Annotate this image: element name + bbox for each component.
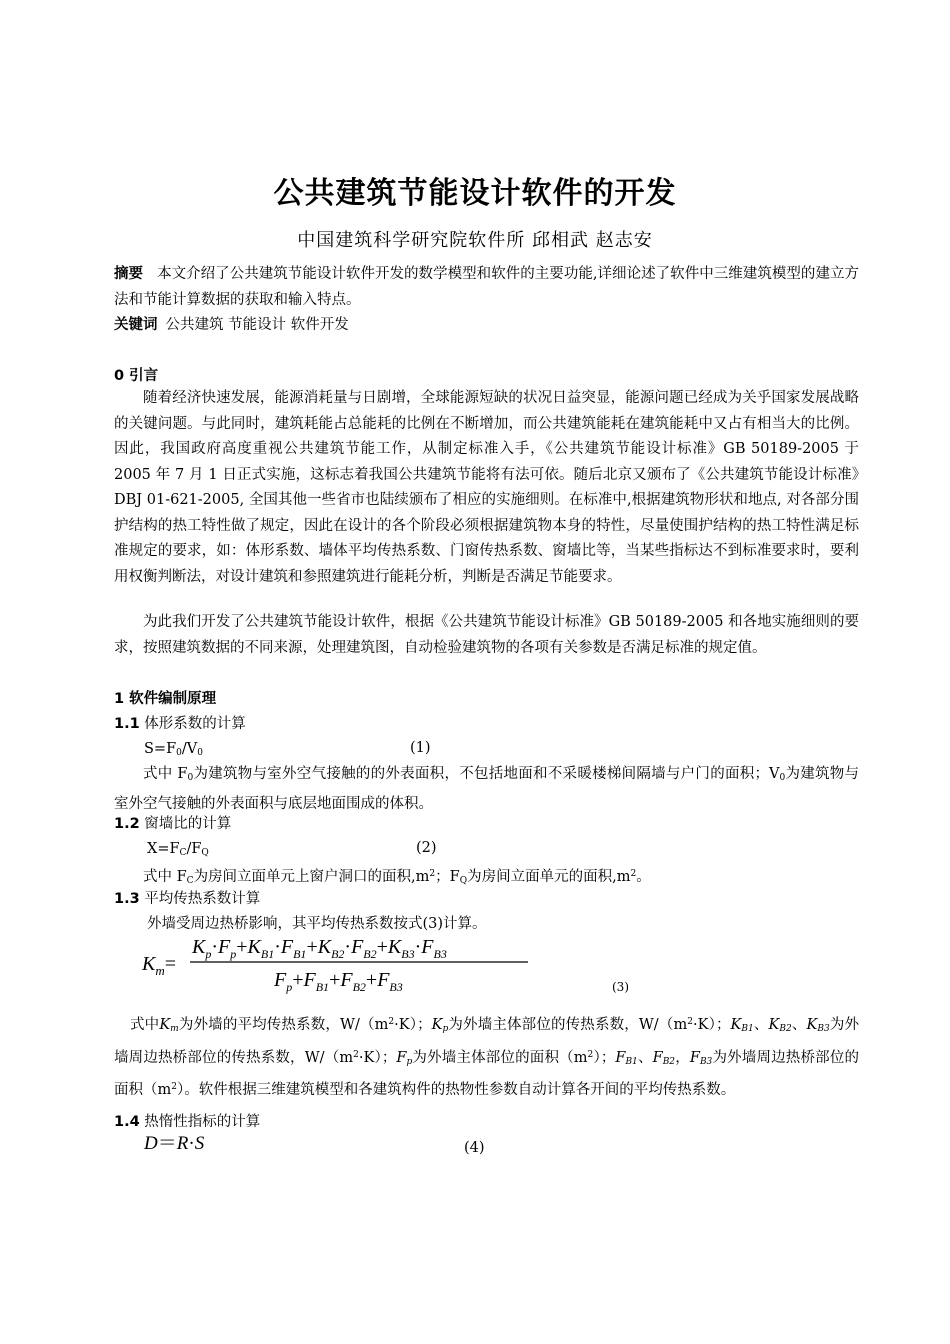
subsection-1-2-description: 式中 $F_C$为房间立面单元上窗户洞口的面积$,m^2$；$F_Q$为房间立面单元的面积$,m^2$。 [143, 869, 651, 886]
keywords [114, 313, 859, 339]
equation-4-number: (4) [464, 1140, 485, 1156]
keywords-label: 关键词 [114, 317, 158, 333]
subsection-1-3-description: 式中$K_m$为外墙的平均传热系数，$W/(m^2\cdot K)$；$K_p$为外墙主体部位的传热系数，$W/(m^2\cdot K)$；$K_{B1}$、$K_{B2}$、$K_{B3}$为外墙周边热桥部位的传热系数，$W/(m^2\cdot K)$；$F_p$为外墙主体部位的面积$(m^2)$；$F_{B1}$、$F_{B2}$，$F_{B3}$为外墙周边热桥部位的面积$(m^2)$。软件根据三维建筑模型和各建筑构件的热物性参数自动计算各开间的平均传热系数。 [114, 1017, 859, 1098]
svg-text:Km=: $K_m=$ [142, 953, 177, 978]
section-0-heading: 0 引言 [114, 368, 159, 384]
keywords-text: 公共建筑 节能设计 软件开发 [165, 317, 349, 333]
equation-3-number: (3) [612, 980, 629, 994]
subsection-1-2-heading: 1.2 窗墙比的计算 [114, 816, 232, 832]
equation-2: $X=F_C/F_Q$ [147, 841, 209, 858]
subsection-1-4-heading: 1.4 热惰性指标的计算 [114, 1114, 261, 1130]
equation-3 [140, 930, 540, 1000]
paper-authors: 中国建筑科学研究院软件所 邱相武 赵志安 [297, 230, 653, 251]
subsection-1-1-description: 式中 $F_0$为建筑物与室外空气接触的的外表面积，不包括地面和不采暖楼梯间隔墙与户门的面积；$V_0$为建筑物与室外空气接触的外表面积与底层地面围成的体积。 [114, 766, 860, 812]
abstract-label: 摘要 [114, 266, 144, 282]
equation-4: D＝R·S [144, 1133, 205, 1154]
abstract [114, 262, 859, 313]
subsection-1-3-heading: 1.3 平均传热系数计算 [114, 891, 261, 907]
section-1-heading: 1 软件编制原理 [114, 691, 217, 707]
abstract-text: 本文介绍了公共建筑节能设计软件开发的数学模型和软件的主要功能,详细论述了软件中三维建筑模型的建立方法和节能计算数据的获取和输入特点。 [114, 266, 860, 308]
subsection-1-1-heading: 1.1 体形系数的计算 [114, 716, 246, 732]
section-0-paragraph-1: 随着经济快速发展，能源消耗量与日剧增，全球能源短缺的状况日益突显，能源问题已经成为关乎国家发展战略的关键问题。与此同时，建筑耗能占总能耗的比例在不断增加，而公共建筑能耗在建筑能耗中又占有相当大的比例。因此，我国政府高度重视公共建筑节能工作，从制定标准入手，《公共建筑节能设计标准》GB 50189-2005 于 2005 年 7 月 1 日正式实施，这标志着我国公共建筑节能将有法可依。随后北京又颁布了《公共建筑节能设计标准》DBJ 01-621-2005, 全国其他一些省市也陆续颁布了相应的实施细则。在标准中,根据建筑物形状和地点, 对各部分围护结构的热工特性做了规定，因此在设计的各个阶段必须根据建筑物本身的特性，尽量使围护结构的热工特性满足标准规定的要求，如：体形系数、墙体平均传热系数、门窗传热系数、窗墙比等，当某些指标达不到标准要求时，要利用权衡判断法，对设计建筑和参照建筑进行能耗分析，判断是否满足节能要求。 [114, 390, 859, 585]
section-0-paragraph-2: 为此我们开发了公共建筑节能设计软件，根据《公共建筑节能设计标准》GB 50189-2005 和各地实施细则的要求，按照建筑数据的不同来源，处理建筑图，自动检验建筑物的各项有关参数是否满足标准的规定值。 [114, 614, 859, 656]
subsection-1-3-intro: 外墙受周边热桥影响，其平均传热系数按式(3)计算。 [147, 916, 487, 932]
equation-1: $S=F_0/V_0$ [144, 741, 203, 758]
paper-title: 公共建筑节能设计软件的开发 [273, 176, 677, 211]
equation-2-number: (2) [416, 840, 437, 856]
svg-text:Fp+FB1+FB2+FB3: $F_p+F_{B1}+F_{B2}+F_{B3}$ [274, 969, 403, 994]
equation-1-number: (1) [410, 740, 431, 756]
svg-text:Kp·Fp+KB1·FB1+KB2·FB2+KB3·FB3: $K_p\cdot F_p+K_{B1}\cdot F_{B1}+K_{B2}\cdot F_{B2}+K_{B3}\cdot F_{B3}$ [192, 936, 447, 961]
